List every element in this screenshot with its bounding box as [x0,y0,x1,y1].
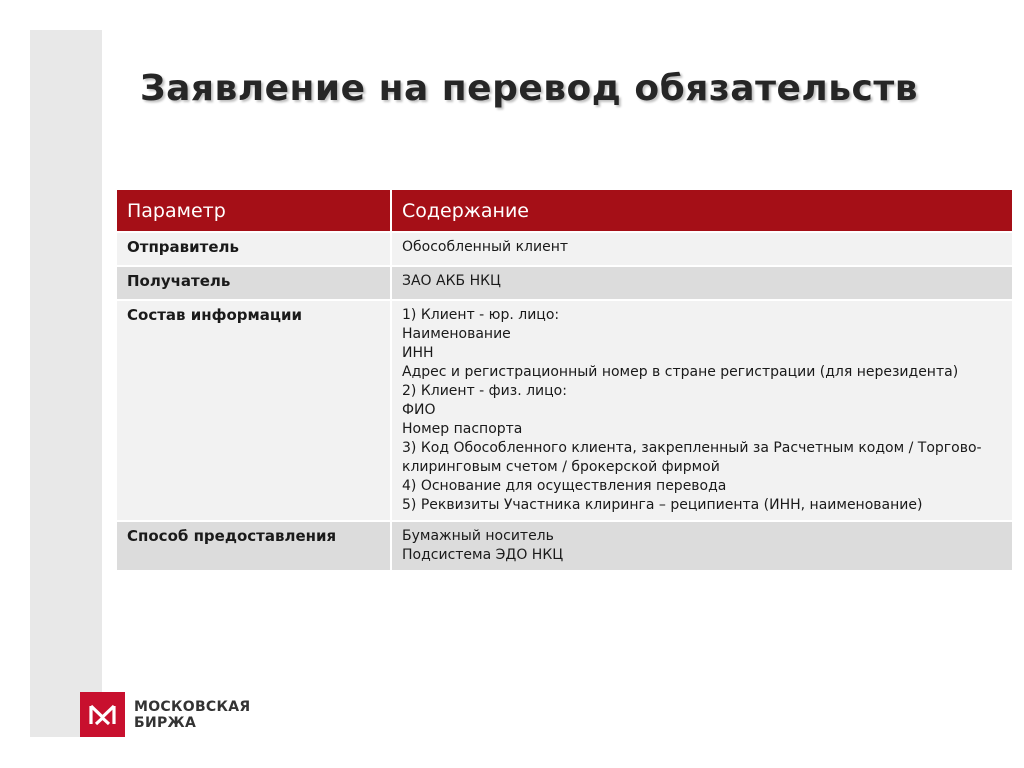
logo-line-1: МОСКОВСКАЯ [134,698,251,715]
content-line: Бумажный носитель [402,528,554,544]
table-row [117,232,1012,266]
logo-m-glyph [89,704,116,726]
side-decor-band [30,30,102,737]
column-header-content: Содержание [391,190,1012,232]
content-line: Обособленный клиент [402,239,569,255]
content-line: 1) Клиент - юр. лицо: [402,307,560,323]
logo-line-2: БИРЖА [134,714,197,731]
logo-wordmark [134,699,250,731]
content-line: 5) Реквизиты Участника клиринга – реципиента (ИНН, наименование) [402,497,923,513]
column-header-parameter: Параметр [117,190,391,232]
content-line: ФИО [402,402,436,418]
param-cell: Способ предоставления [117,521,391,570]
page-title: Заявление на перевод обязательств [140,68,918,109]
moscow-exchange-logo [80,692,250,737]
content-cell [391,266,1012,300]
content-line: Номер паспорта [402,421,523,437]
content-line: ЗАО АКБ НКЦ [402,273,501,289]
param-cell: Состав информации [117,300,391,521]
content-line: 3) Код Обособленного клиента, закрепленный за Расчетным кодом / Торгово-клиринговым счетом / брокерской фирмой [402,440,982,475]
table-header-row [117,190,1012,232]
table-row [117,266,1012,300]
content-line: Наименование [402,326,511,342]
content-line: 4) Основание для осуществления перевода [402,478,727,494]
content-line: 2) Клиент - физ. лицо: [402,383,567,399]
content-line: Подсистема ЭДО НКЦ [402,547,564,563]
table-row [117,521,1012,570]
info-table [117,190,1012,570]
content-line: Адрес и регистрационный номер в стране регистрации (для нерезидента) [402,364,959,380]
param-cell: Получатель [117,266,391,300]
content-cell [391,300,1012,521]
table-row [117,300,1012,521]
content-line: ИНН [402,345,434,361]
content-cell [391,232,1012,266]
param-cell: Отправитель [117,232,391,266]
content-cell [391,521,1012,570]
moscow-exchange-m-icon [80,692,125,737]
